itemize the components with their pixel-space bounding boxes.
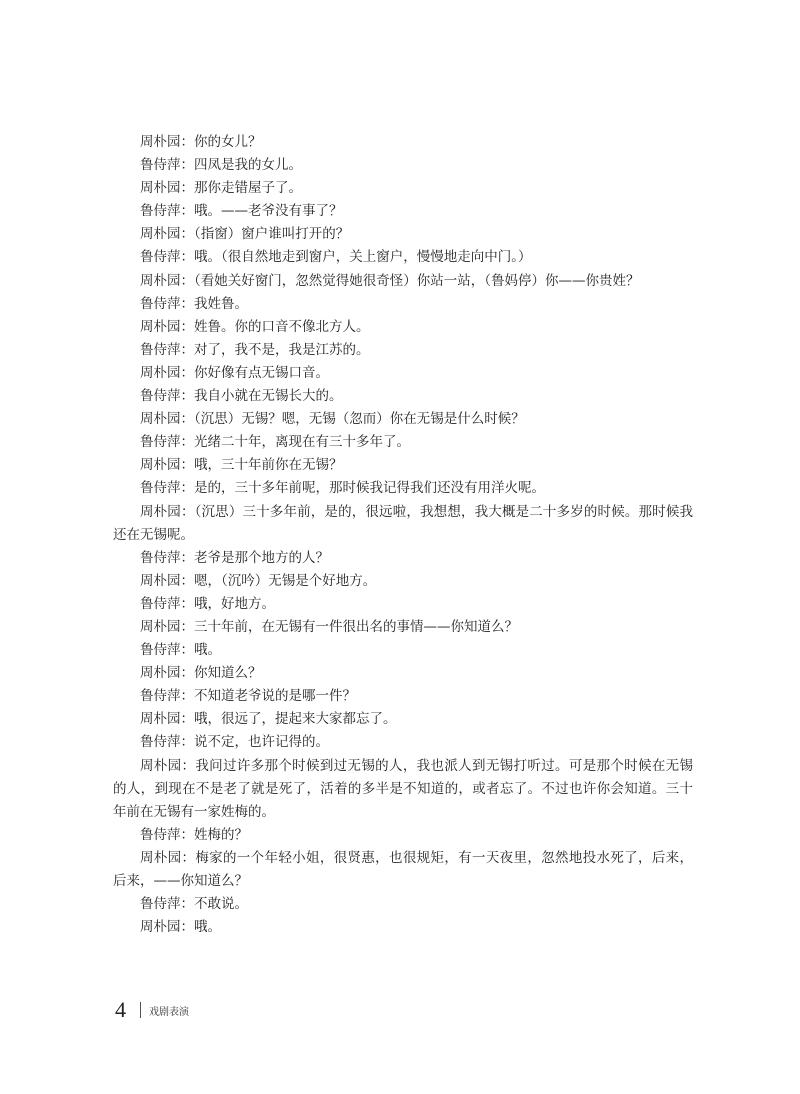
footer-divider [140,1002,141,1018]
dialogue-text [113,131,693,939]
dialogue-line: 周朴园：你的女儿？ [140,134,262,150]
dialogue-line: 周朴园：哦，很远了，提起来大家都忘了。 [140,711,397,728]
dialogue-line: 周朴园：你好像有点无锡口音。 [140,364,329,381]
dialogue-line: 周朴园：梅家的一个年轻小姐，很贤惠，也很规矩，有一天夜里，忽然地投水死了，后来，后来，——你知道么？ [113,849,693,889]
dialogue-line: 周朴园：你知道么？ [140,665,262,682]
dialogue-line: 周朴园：（看她关好窗门，忽然觉得她很奇怪）你站一站，（鲁妈停）你——你贵姓？ [140,272,640,289]
dialogue-line: 鲁侍萍：是的，三十多年前呢，那时候我记得我们还没有用洋火呢。 [140,480,545,497]
dialogue-line: 鲁侍萍：哦，好地方。 [140,595,275,612]
dialogue-line: 周朴园：（指窗）窗户谁叫打开的？ [140,226,350,243]
dialogue-line: 周朴园：我问过许多那个时候到过无锡的人，我也派人到无锡打听过。可是那个时候在无锡的人，到现在不是老了就是死了，活着的多半是不知道的，或者忘了。不过也许你会知道。三十年前在无锡有一家姓梅的。 [113,757,693,820]
dialogue-line: 鲁侍萍：老爷是那个地方的人？ [140,549,329,566]
dialogue-line: 鲁侍萍：姓梅的？ [140,826,248,843]
dialogue-line: 鲁侍萍：哦。（很自然地走到窗户，关上窗户，慢慢地走向中门。） [140,249,532,266]
dialogue-line: 周朴园：哦，三十年前你在无锡？ [140,457,343,474]
dialogue-line: 周朴园：那你走错屋子了。 [140,180,302,197]
page-footer [115,995,189,1025]
dialogue-line: 鲁侍萍：我姓鲁。 [140,295,248,312]
dialogue-line: 鲁侍萍：不敢说。 [140,896,248,913]
dialogue-line: 周朴园：（沉思）无锡？嗯，无锡（忽而）你在无锡是什么时候？ [140,411,525,428]
page-number: 4 [115,997,126,1022]
dialogue-line: 鲁侍萍：说不定，也许记得的。 [140,734,329,751]
dialogue-line: 周朴园：姓鲁。你的口音不像北方人。 [140,318,370,335]
dialogue-line: 周朴园：嗯，（沉吟）无锡是个好地方。 [140,572,377,589]
dialogue-line: 周朴园：三十年前，在无锡有一件很出名的事情——你知道么？ [140,618,518,635]
dialogue-line: 周朴园：哦。 [140,919,221,936]
dialogue-line: 鲁侍萍：我自小就在无锡长大的。 [140,388,343,405]
dialogue-line: 鲁侍萍：对了，我不是，我是江苏的。 [140,341,370,358]
dialogue-line: 鲁侍萍：四凤是我的女儿。 [140,157,302,174]
dialogue-line: 鲁侍萍：哦。——老爷没有事了？ [140,203,343,220]
dialogue-line: 鲁侍萍：不知道老爷说的是哪一件？ [140,688,356,705]
section-title: 戏剧表演 [149,1006,189,1018]
dialogue-line: 周朴园：（沉思）三十多年前，是的，很远啦，我想想，我大概是二十多岁的时候。那时候我还在无锡呢。 [113,503,693,543]
dialogue-line: 鲁侍萍：光绪二十年，离现在有三十多年了。 [140,434,410,451]
dialogue-line: 鲁侍萍：哦。 [140,642,221,659]
